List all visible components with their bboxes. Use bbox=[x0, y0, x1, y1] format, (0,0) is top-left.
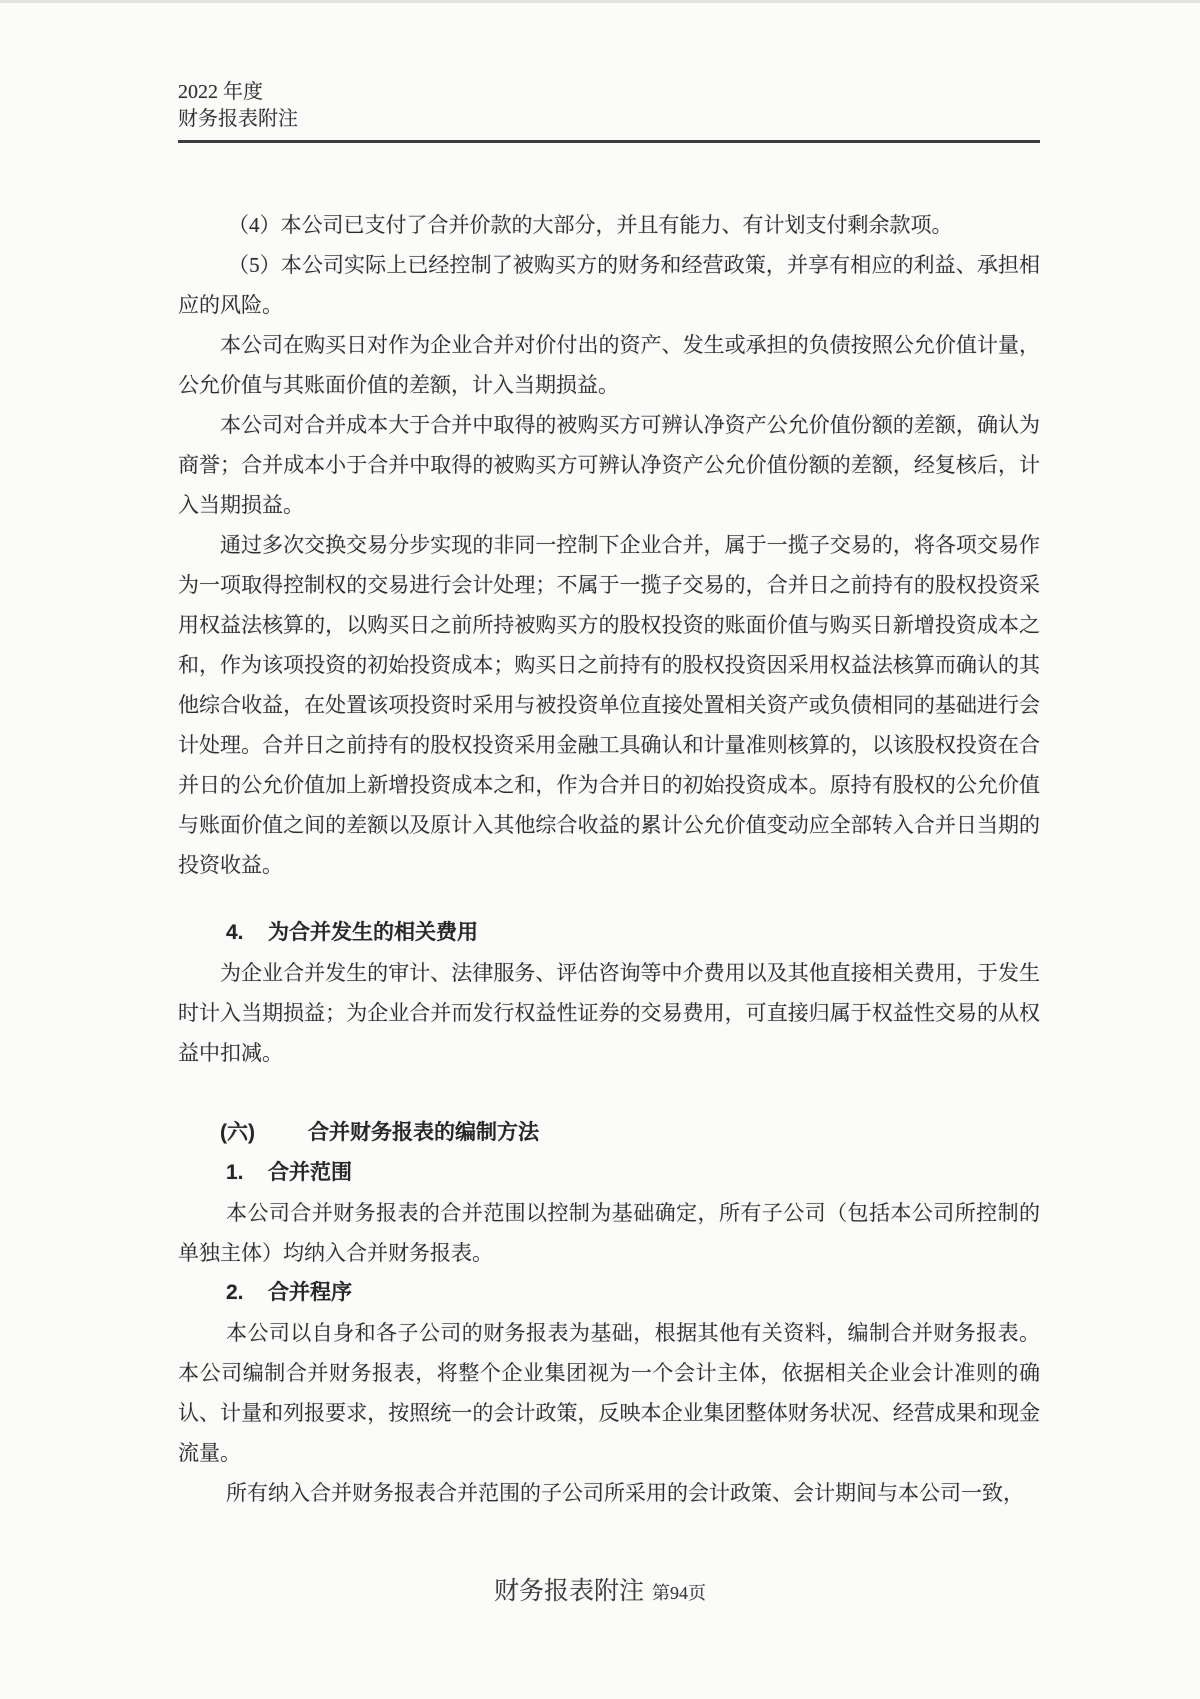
heading-consolidation-procedure-label: 合并程序 bbox=[268, 1281, 352, 1304]
page-footer bbox=[0, 1571, 1200, 1607]
paragraph-condition-4: （4）本公司已支付了合并价款的大部分，并且有能力、有计划支付剩余款项。 bbox=[228, 213, 953, 237]
heading-merger-fees bbox=[178, 913, 1040, 953]
page-content bbox=[178, 3, 1040, 1513]
paragraph-step-acquisition: 通过多次交换交易分步实现的非同一控制下企业合并，属于一揽子交易的，将各项交易作为一项取得控制权的交易进行会计处理；不属于一揽子交易的，合并日之前持有的股权投资采用权益法核算的，以购买日之前所持被购买方的股权投资的账面价值与购买日新增投资成本之和，作为该项投资的初始投资成本；购买日之前持有的股权投资因采用权益法核算而确认的其他综合收益，在处置该项投资时采用与被投资单位直接处置相关资产或负债相同的基础进行会计处理。合并日之前持有的股权投资采用金融工具确认和计量准则核算的，以该股权投资在合并日的公允价值加上新增投资成本之和，作为合并日的初始投资成本。原持有股权的公允价值与账面价值之间的差额以及原计入其他综合收益的累计公允价值变动应全部转入合并日当期的投资收益。 bbox=[178, 533, 1040, 877]
paragraph-merger-fees: 为企业合并发生的审计、法律服务、评估咨询等中介费用以及其他直接相关费用，于发生时计入当期损益；为企业合并而发行权益性证券的交易费用，可直接归属于权益性交易的从权益中扣减。 bbox=[178, 961, 1040, 1065]
footer-title: 财务报表附注 bbox=[493, 1578, 644, 1605]
heading-merger-fees-label: 为合并发生的相关费用 bbox=[268, 921, 478, 944]
heading-section-six bbox=[178, 1113, 1040, 1153]
heading-section-six-label: 合并财务报表的编制方法 bbox=[308, 1121, 539, 1144]
heading-consolidation-scope-number: 1. bbox=[226, 1161, 244, 1184]
heading-consolidation-procedure bbox=[178, 1273, 1040, 1313]
heading-merger-fees-number: 4. bbox=[226, 921, 244, 944]
paragraph-fair-value-measurement: 本公司在购买日对作为企业合并对价付出的资产、发生或承担的负债按照公允价值计量，公允价值与其账面价值的差额，计入当期损益。 bbox=[178, 333, 1040, 397]
heading-section-six-number: (六) bbox=[220, 1121, 255, 1144]
paragraph-consolidation-procedure: 本公司以自身和各子公司的财务报表为基础，根据其他有关资料，编制合并财务报表。本公司编制合并财务报表，将整个企业集团视为一个会计主体，依据相关企业会计准则的确认、计量和列报要求，按照统一的会计政策，反映本企业集团整体财务状况、经营成果和现金流量。 bbox=[178, 1321, 1040, 1465]
heading-consolidation-procedure-number: 2. bbox=[226, 1281, 244, 1304]
heading-consolidation-scope bbox=[178, 1153, 1040, 1193]
heading-consolidation-scope-label: 合并范围 bbox=[268, 1161, 352, 1184]
footer-page-number: 第94页 bbox=[652, 1583, 706, 1603]
paragraph-consolidation-scope: 本公司合并财务报表的合并范围以控制为基础确定，所有子公司（包括本公司所控制的单独主体）均纳入合并财务报表。 bbox=[178, 1201, 1040, 1265]
paragraph-policy-consistency: 所有纳入合并财务报表合并范围的子公司所采用的会计政策、会计期间与本公司一致， bbox=[226, 1481, 1024, 1505]
document-header bbox=[178, 3, 1040, 143]
paragraph-condition-5: （5）本公司实际上已经控制了被购买方的财务和经营政策，并享有相应的利益、承担相应的风险。 bbox=[178, 253, 1040, 317]
paragraph-goodwill: 本公司对合并成本大于合并中取得的被购买方可辨认净资产公允价值份额的差额，确认为商誉；合并成本小于合并中取得的被购买方可辨认净资产公允价值份额的差额，经复核后，计入当期损益。 bbox=[178, 413, 1040, 517]
header-title-line: 财务报表附注 bbox=[178, 108, 298, 130]
document-body bbox=[178, 205, 1040, 1513]
header-year-line: 2022 年度 bbox=[178, 81, 263, 103]
